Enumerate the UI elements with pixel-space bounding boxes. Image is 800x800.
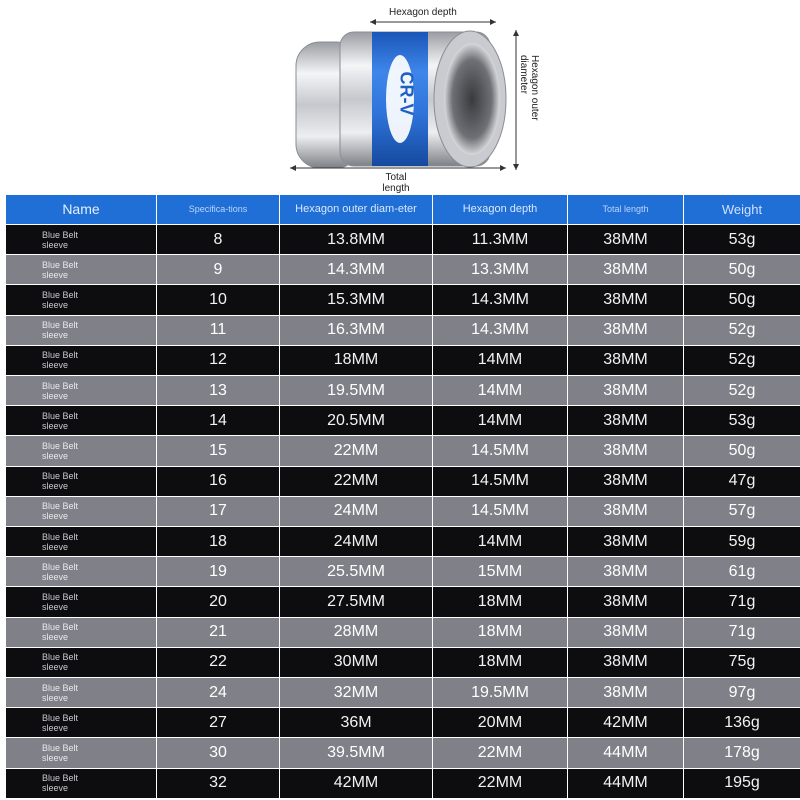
cell-spec-text: 11 [209, 321, 227, 339]
cell-name [6, 738, 157, 768]
cell-spec-text: 21 [209, 623, 227, 641]
table-row [6, 738, 800, 768]
cell-spec-text: 10 [209, 290, 227, 308]
cell-weight-text: 71g [728, 623, 756, 641]
cell-spec [157, 769, 280, 799]
cell-outer-diameter-text: 36M [340, 713, 372, 731]
cell-spec [157, 587, 280, 617]
cell-total-length-text: 38MM [603, 623, 648, 641]
table-row [6, 316, 800, 346]
cell-total-length-text: 38MM [603, 411, 648, 429]
cell-hexagon-depth [433, 406, 568, 436]
cell-hexagon-depth-text: 14MM [477, 351, 523, 369]
cell-weight-text: 61g [728, 562, 756, 580]
table-row [6, 346, 800, 376]
cell-name-text: Blue Belt sleeve [42, 742, 79, 763]
cell-name-text: Blue Belt sleeve [42, 320, 79, 341]
cell-outer-diameter [280, 648, 433, 678]
cell-hexagon-depth [433, 708, 568, 738]
cell-total-length [568, 769, 684, 799]
cell-hexagon-depth-text: 18MM [477, 592, 523, 610]
cell-name-text: Blue Belt sleeve [42, 380, 79, 401]
cell-name-text: Blue Belt sleeve [42, 622, 79, 643]
cell-hexagon-depth-text: 14.5MM [471, 472, 529, 490]
cell-outer-diameter [280, 708, 433, 738]
cell-outer-diameter-text: 22MM [333, 472, 379, 490]
cell-weight-text: 52g [728, 321, 756, 339]
table-row [6, 225, 800, 255]
cell-name [6, 678, 157, 708]
cell-weight [684, 467, 800, 497]
cell-total-length [568, 406, 684, 436]
cell-outer-diameter-text: 22MM [333, 441, 379, 459]
cell-spec [157, 618, 280, 648]
cell-weight [684, 225, 800, 255]
cell-total-length-text: 42MM [603, 713, 648, 731]
table-row [6, 648, 800, 678]
cell-spec-text: 32 [209, 774, 227, 792]
cell-name-text: Blue Belt sleeve [42, 229, 79, 250]
cell-total-length [568, 587, 684, 617]
cell-outer-diameter [280, 406, 433, 436]
cell-outer-diameter-text: 24MM [333, 532, 379, 550]
cell-weight-text: 75g [728, 653, 756, 671]
cell-weight [684, 497, 800, 527]
total-length-label: Total length [382, 172, 410, 194]
cell-weight-text: 97g [728, 683, 756, 701]
cell-weight [684, 769, 800, 799]
cell-spec-text: 8 [213, 230, 223, 248]
cell-outer-diameter [280, 497, 433, 527]
cell-weight [684, 436, 800, 466]
cell-outer-diameter [280, 738, 433, 768]
cell-name [6, 467, 157, 497]
cell-total-length [568, 255, 684, 285]
cell-spec [157, 527, 280, 557]
cell-weight [684, 708, 800, 738]
cell-weight [684, 648, 800, 678]
cell-outer-diameter [280, 225, 433, 255]
cell-spec [157, 316, 280, 346]
cell-total-length-text: 44MM [603, 743, 648, 761]
cell-outer-diameter [280, 618, 433, 648]
cell-weight-text: 53g [728, 411, 756, 429]
cell-name-text: Blue Belt sleeve [42, 259, 79, 280]
cell-spec [157, 738, 280, 768]
cell-name [6, 285, 157, 315]
cell-total-length [568, 678, 684, 708]
cell-weight [684, 587, 800, 617]
spec-table [6, 195, 800, 800]
cell-spec-text: 22 [209, 653, 227, 671]
cell-total-length [568, 316, 684, 346]
cell-spec [157, 346, 280, 376]
cell-hexagon-depth [433, 527, 568, 557]
table-row [6, 678, 800, 708]
cell-outer-diameter-text: 13.8MM [327, 230, 385, 248]
cell-total-length-text: 38MM [603, 653, 648, 671]
cell-weight-text: 50g [728, 260, 756, 278]
cell-total-length [568, 708, 684, 738]
cell-hexagon-depth-text: 20MM [477, 713, 523, 731]
cell-weight [684, 255, 800, 285]
cell-spec-text: 27 [209, 713, 227, 731]
cell-outer-diameter [280, 467, 433, 497]
cell-total-length-text: 38MM [603, 441, 648, 459]
cell-spec [157, 557, 280, 587]
table-row [6, 587, 800, 617]
cell-outer-diameter [280, 376, 433, 406]
cell-outer-diameter [280, 436, 433, 466]
cell-weight-text: 136g [724, 713, 760, 731]
cell-name [6, 769, 157, 799]
cell-name [6, 255, 157, 285]
cell-weight-text: 59g [728, 532, 756, 550]
cell-name-text: Blue Belt sleeve [42, 410, 79, 431]
cell-total-length-text: 38MM [603, 321, 648, 339]
cell-total-length [568, 285, 684, 315]
cell-outer-diameter-text: 18MM [333, 351, 379, 369]
cell-hexagon-depth [433, 678, 568, 708]
cell-outer-diameter-text: 30MM [333, 653, 379, 671]
cell-spec-text: 16 [209, 472, 227, 490]
cell-total-length [568, 436, 684, 466]
cell-weight-text: 195g [724, 774, 760, 792]
cell-outer-diameter-text: 15.3MM [327, 290, 385, 308]
cell-name [6, 436, 157, 466]
cell-spec-text: 12 [209, 351, 227, 369]
cell-hexagon-depth-text: 14.3MM [471, 290, 529, 308]
cell-hexagon-depth [433, 557, 568, 587]
cell-spec-text: 24 [209, 683, 227, 701]
cell-outer-diameter-text: 20.5MM [327, 411, 385, 429]
cell-weight-text: 53g [728, 230, 756, 248]
cell-spec [157, 406, 280, 436]
cell-weight-text: 50g [728, 290, 756, 308]
cell-hexagon-depth [433, 648, 568, 678]
cell-total-length [568, 738, 684, 768]
cell-outer-diameter [280, 557, 433, 587]
table-header-row [6, 195, 800, 225]
cell-spec-text: 19 [209, 562, 227, 580]
cell-total-length-text: 38MM [603, 532, 648, 550]
cell-name [6, 406, 157, 436]
cell-outer-diameter-text: 19.5MM [327, 381, 385, 399]
cell-total-length [568, 618, 684, 648]
cell-hexagon-depth [433, 316, 568, 346]
table-row [6, 769, 800, 799]
cell-weight [684, 678, 800, 708]
header-name: Name [6, 195, 157, 225]
table-row [6, 497, 800, 527]
cell-spec-text: 9 [213, 260, 223, 278]
cell-name [6, 587, 157, 617]
cell-spec-text: 17 [209, 502, 227, 520]
cell-total-length-text: 38MM [603, 290, 648, 308]
cell-total-length-text: 38MM [603, 381, 648, 399]
header-hexagon-depth: Hexagon depth [433, 195, 568, 225]
cell-outer-diameter [280, 346, 433, 376]
cell-total-length-text: 38MM [603, 472, 648, 490]
cell-hexagon-depth [433, 769, 568, 799]
cell-spec [157, 497, 280, 527]
cell-spec [157, 678, 280, 708]
cell-spec [157, 436, 280, 466]
cell-weight [684, 285, 800, 315]
cell-spec-text: 20 [209, 592, 227, 610]
cell-total-length-text: 38MM [603, 351, 648, 369]
cell-weight [684, 527, 800, 557]
cell-hexagon-depth-text: 14MM [477, 532, 523, 550]
cell-total-length-text: 38MM [603, 592, 648, 610]
table-row [6, 436, 800, 466]
cell-hexagon-depth [433, 497, 568, 527]
cell-spec-text: 15 [209, 441, 227, 459]
cell-weight-text: 50g [728, 441, 756, 459]
cell-spec [157, 376, 280, 406]
cell-outer-diameter-text: 32MM [333, 683, 379, 701]
cell-weight-text: 71g [728, 592, 756, 610]
cell-hexagon-depth [433, 738, 568, 768]
cell-hexagon-depth-text: 18MM [477, 623, 523, 641]
cell-weight [684, 618, 800, 648]
cell-weight-text: 52g [728, 351, 756, 369]
cell-total-length-text: 38MM [603, 230, 648, 248]
cell-spec [157, 648, 280, 678]
cell-outer-diameter [280, 255, 433, 285]
cell-total-length [568, 648, 684, 678]
cell-total-length-text: 44MM [603, 774, 648, 792]
table-row [6, 618, 800, 648]
table-row [6, 467, 800, 497]
cell-total-length-text: 38MM [603, 260, 648, 278]
cell-spec-text: 14 [209, 411, 227, 429]
cell-outer-diameter-text: 28MM [333, 623, 379, 641]
cell-outer-diameter-text: 39.5MM [327, 743, 385, 761]
cell-spec [157, 285, 280, 315]
cell-outer-diameter [280, 316, 433, 346]
socket-illustration [0, 0, 800, 195]
cell-hexagon-depth [433, 346, 568, 376]
header-spec: Specifica-tions [157, 195, 280, 225]
header-outer-diameter: Hexagon outer diam-eter [280, 195, 433, 225]
cell-total-length [568, 346, 684, 376]
cell-name-text: Blue Belt sleeve [42, 350, 79, 371]
table-row [6, 527, 800, 557]
cell-name [6, 527, 157, 557]
cell-outer-diameter-text: 14.3MM [327, 260, 385, 278]
table-row [6, 255, 800, 285]
table-row [6, 708, 800, 738]
cell-weight [684, 346, 800, 376]
cell-hexagon-depth-text: 22MM [477, 743, 523, 761]
cell-hexagon-depth [433, 618, 568, 648]
cell-spec [157, 255, 280, 285]
cell-total-length [568, 527, 684, 557]
cell-name-text: Blue Belt sleeve [42, 682, 79, 703]
cell-hexagon-depth-text: 14MM [477, 411, 523, 429]
cell-hexagon-depth-text: 14.3MM [471, 321, 529, 339]
cell-name-text: Blue Belt sleeve [42, 501, 79, 522]
cell-name-text: Blue Belt sleeve [42, 531, 79, 552]
cell-spec-text: 30 [209, 743, 227, 761]
cell-name [6, 316, 157, 346]
hexagon-depth-label: Hexagon depth [389, 7, 457, 18]
cell-name-text: Blue Belt sleeve [42, 652, 79, 673]
header-total-length: Total length [568, 195, 684, 225]
hexagon-outer-diameter-label: Hexagon outer diameter [518, 55, 540, 121]
brand-marking: CR-V [396, 71, 417, 116]
cell-weight [684, 406, 800, 436]
cell-outer-diameter [280, 527, 433, 557]
cell-name-text: Blue Belt sleeve [42, 471, 79, 492]
cell-outer-diameter-text: 25.5MM [327, 562, 385, 580]
cell-name [6, 497, 157, 527]
cell-name [6, 648, 157, 678]
cell-name [6, 346, 157, 376]
cell-name [6, 618, 157, 648]
cell-name-text: Blue Belt sleeve [42, 289, 79, 310]
cell-name-text: Blue Belt sleeve [42, 773, 79, 794]
cell-weight-text: 52g [728, 381, 756, 399]
cell-hexagon-depth [433, 225, 568, 255]
cell-hexagon-depth-text: 14MM [477, 381, 523, 399]
cell-weight-text: 178g [724, 743, 760, 761]
cell-weight [684, 557, 800, 587]
cell-total-length [568, 376, 684, 406]
cell-hexagon-depth-text: 14.5MM [471, 441, 529, 459]
table-row [6, 285, 800, 315]
cell-name [6, 557, 157, 587]
cell-outer-diameter-text: 24MM [333, 502, 379, 520]
cell-outer-diameter-text: 42MM [333, 774, 379, 792]
cell-hexagon-depth-text: 19.5MM [471, 683, 529, 701]
cell-outer-diameter [280, 678, 433, 708]
cell-weight [684, 376, 800, 406]
cell-total-length-text: 38MM [603, 683, 648, 701]
cell-spec-text: 18 [209, 532, 227, 550]
cell-outer-diameter-text: 16.3MM [327, 321, 385, 339]
cell-outer-diameter [280, 769, 433, 799]
cell-hexagon-depth [433, 285, 568, 315]
cell-outer-diameter-text: 27.5MM [327, 592, 385, 610]
header-weight: Weight [684, 195, 800, 225]
cell-hexagon-depth-text: 22MM [477, 774, 523, 792]
cell-outer-diameter [280, 587, 433, 617]
cell-name-text: Blue Belt sleeve [42, 440, 79, 461]
cell-name [6, 376, 157, 406]
cell-hexagon-depth-text: 14.5MM [471, 502, 529, 520]
table-row [6, 376, 800, 406]
cell-name-text: Blue Belt sleeve [42, 712, 79, 733]
cell-name [6, 708, 157, 738]
cell-name [6, 225, 157, 255]
cell-total-length [568, 467, 684, 497]
cell-total-length [568, 497, 684, 527]
table-row [6, 406, 800, 436]
cell-weight-text: 57g [728, 502, 756, 520]
cell-spec [157, 708, 280, 738]
cell-spec [157, 225, 280, 255]
cell-hexagon-depth-text: 13.3MM [471, 260, 529, 278]
cell-weight-text: 47g [728, 472, 756, 490]
cell-hexagon-depth [433, 587, 568, 617]
cell-hexagon-depth [433, 255, 568, 285]
cell-total-length [568, 225, 684, 255]
cell-spec-text: 13 [209, 381, 227, 399]
cell-hexagon-depth-text: 15MM [477, 562, 523, 580]
cell-hexagon-depth-text: 11.3MM [471, 230, 529, 248]
table-row [6, 557, 800, 587]
cell-name-text: Blue Belt sleeve [42, 591, 79, 612]
cell-weight [684, 316, 800, 346]
cell-name-text: Blue Belt sleeve [42, 561, 79, 582]
cell-total-length-text: 38MM [603, 502, 648, 520]
cell-hexagon-depth [433, 376, 568, 406]
cell-total-length-text: 38MM [603, 562, 648, 580]
cell-spec [157, 467, 280, 497]
cell-weight [684, 738, 800, 768]
cell-hexagon-depth-text: 18MM [477, 653, 523, 671]
cell-hexagon-depth [433, 467, 568, 497]
cell-hexagon-depth [433, 436, 568, 466]
cell-total-length [568, 557, 684, 587]
cell-outer-diameter [280, 285, 433, 315]
